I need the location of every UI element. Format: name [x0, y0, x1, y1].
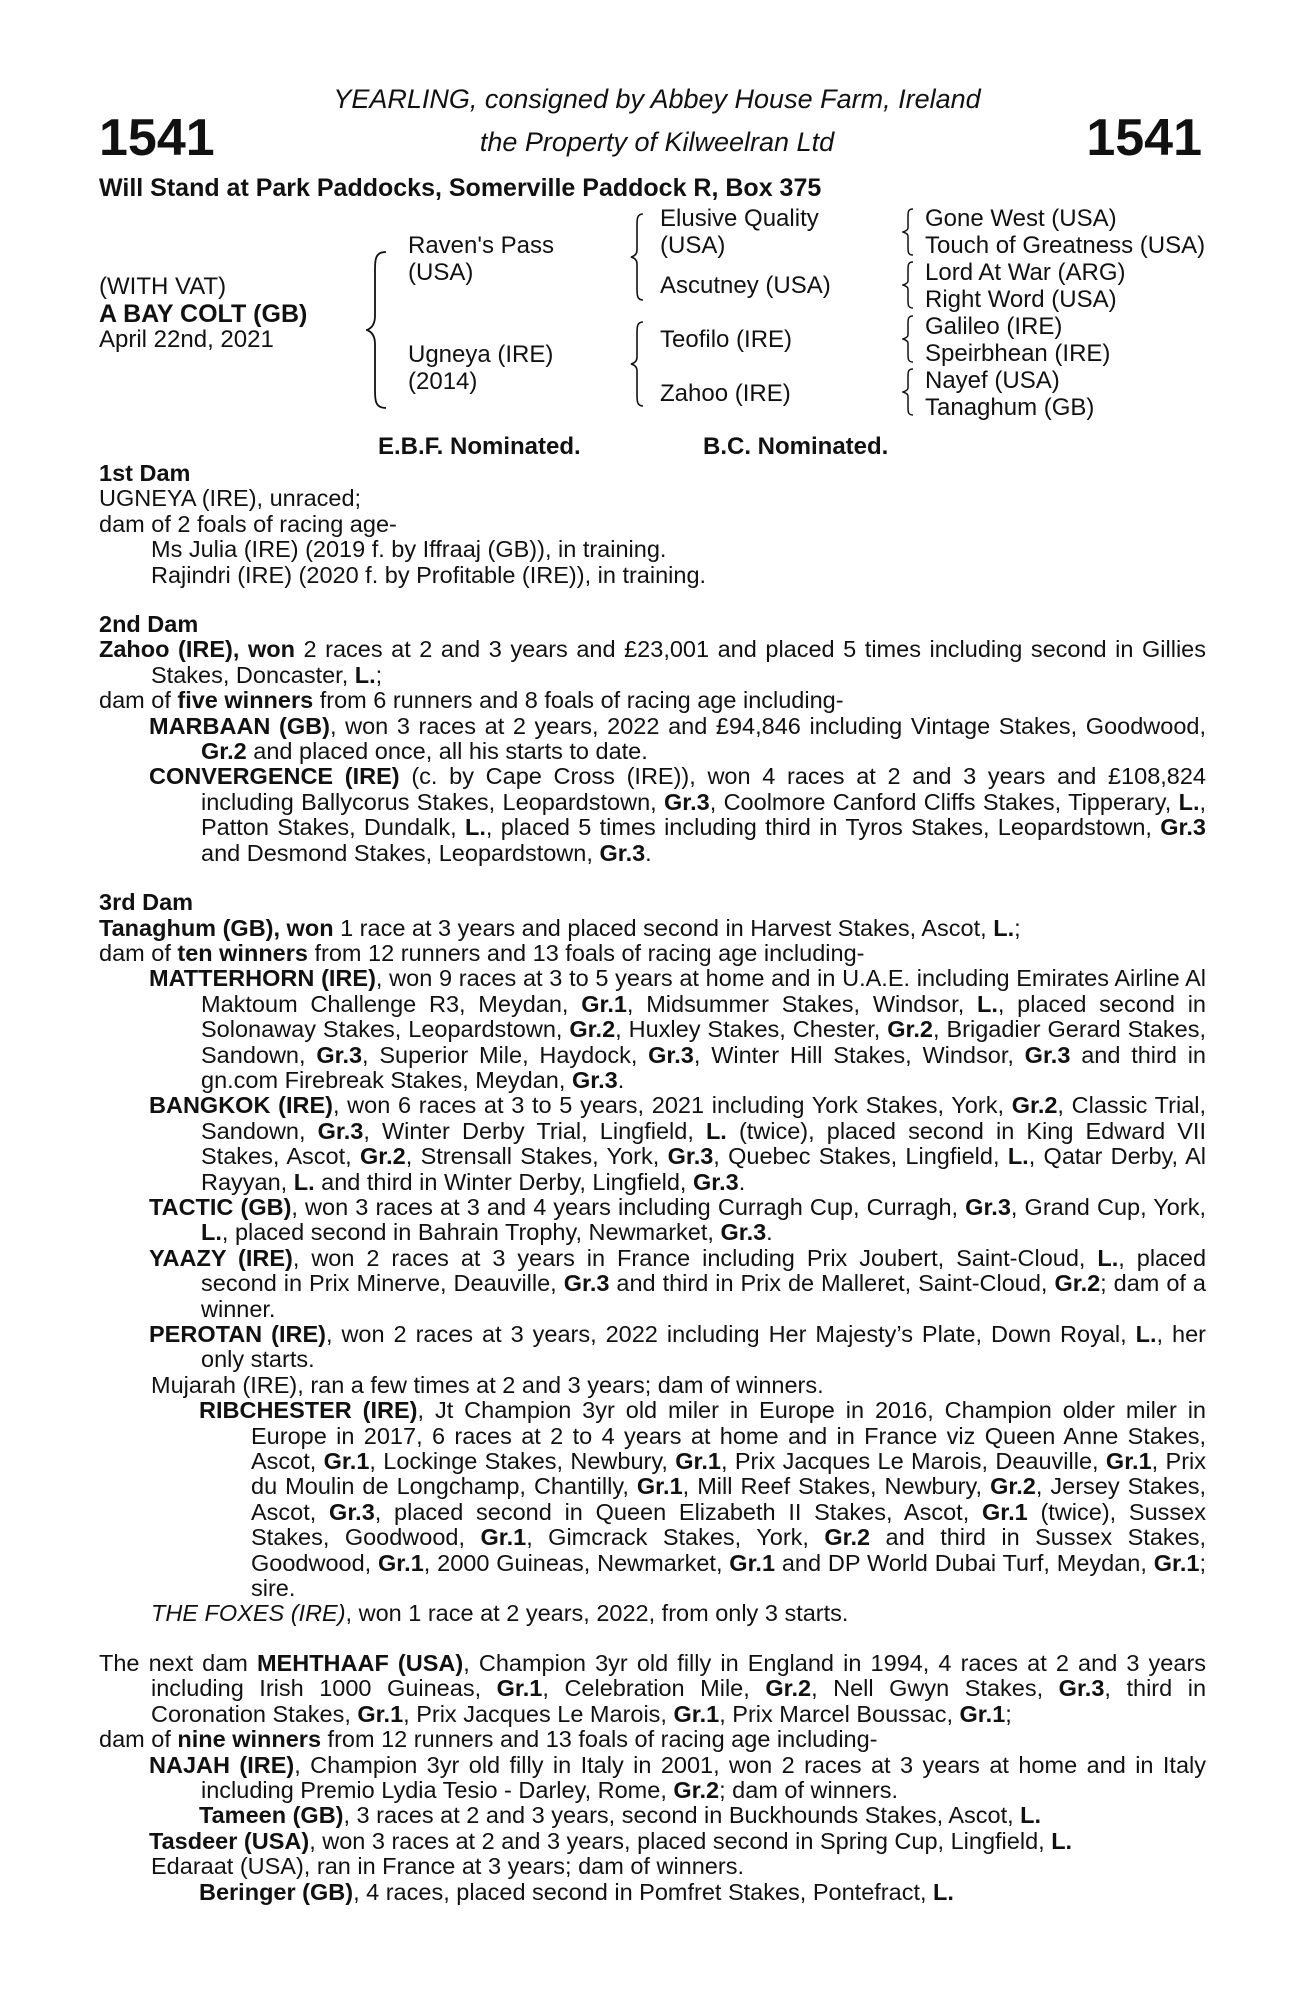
horse-name: MARBAAN (GB) — [149, 712, 330, 739]
horse-name: NAJAH (IRE) — [149, 1751, 295, 1778]
text: , 4 races, placed second in Pomfret Stakes, Pontefract, — [353, 1878, 934, 1905]
progeny-entry — [99, 1195, 1206, 1246]
catalogue-body — [99, 461, 1206, 1905]
horse-name: Tanaghum (GB) — [99, 914, 274, 941]
text: . — [645, 839, 652, 866]
text: , Winter Derby Trial, Lingfield, — [363, 1117, 706, 1144]
first-dam-heading: 1st Dam — [99, 460, 191, 486]
grand-progeny-entry — [99, 1398, 1206, 1601]
text: and third in Prix de Malleret, Saint-Cloud, — [609, 1270, 1055, 1297]
lot-number-left: 1541 — [99, 109, 215, 167]
second-dam-heading: 2nd Dam — [99, 611, 199, 638]
grade: Gr.2 — [569, 1016, 616, 1043]
horse-name: Tameen (GB) — [199, 1802, 344, 1829]
grade: Gr.1 — [729, 1549, 776, 1576]
text: , Nell Gwyn Stakes, — [811, 1675, 1059, 1702]
text: and Desmond Stakes, Leopardstown, — [201, 839, 600, 866]
text: , Superior Mile, Haydock, — [362, 1041, 649, 1068]
text: , Winter Hill Stakes, Windsor, — [693, 1041, 1025, 1068]
dam-sire-name: Teofilo (IRE) — [660, 326, 793, 353]
sire-name: Raven's Pass — [408, 232, 554, 259]
text: dam of — [99, 687, 178, 714]
text: , third in Coronation Stakes, — [151, 1675, 1207, 1727]
text: ; dam of winners. — [719, 1776, 899, 1803]
horse-name: Zahoo (IRE) — [99, 636, 233, 663]
grade: L. — [464, 814, 486, 841]
text: , won 3 races at 2 years, 2022 and £94,846 including Vintage Stakes, Goodwood, — [329, 712, 1206, 739]
grade: Gr.3 — [571, 1066, 618, 1093]
dam-of-line — [99, 941, 1206, 966]
great-grandsire-3: Galileo (IRE) — [925, 313, 1063, 340]
grade: Gr.2 — [673, 1776, 720, 1803]
grade: Gr.3 — [1058, 1675, 1105, 1702]
text: ; sire. — [251, 1549, 1206, 1602]
text: , Gimcrack Stakes, York, — [526, 1524, 825, 1551]
grade: Gr.3 — [693, 1168, 739, 1195]
text: , placed 5 times including third in Tyros Stakes, Leopardstown, — [485, 814, 1161, 841]
text: , won 3 races at 2 and 3 years, placed second in Spring Cup, Lingfield, — [309, 1827, 1052, 1854]
text: , 3 races at 2 and 3 years, second in Buckhounds Stakes, Ascot, — [343, 1802, 1021, 1829]
grade: Gr.1 — [675, 1448, 721, 1475]
sire-country: (USA) — [408, 259, 474, 286]
text: , Huxley Stakes, Chester, — [615, 1016, 888, 1043]
grade: Gr.1 — [981, 1498, 1028, 1525]
text: and third in Winter Derby, Lingfield, — [314, 1168, 693, 1195]
progeny-entry — [99, 1246, 1206, 1322]
vat-note: (WITH VAT) — [99, 273, 227, 300]
progeny-entry — [99, 1093, 1206, 1195]
winners-count: five winners — [177, 687, 314, 714]
text: , Coolmore Canford Cliffs Stakes, Tipperary, — [709, 788, 1179, 815]
pedigree-brace-g3 — [902, 314, 916, 364]
grade: L. — [993, 914, 1015, 941]
won-label: , won — [232, 636, 295, 663]
grade: Gr.1 — [1105, 1448, 1152, 1475]
text: , Champion 3yr old filly in Italy in 2001, won 2 races at 3 years at home and in Italy including Premio Lydia Tesio - Darley, Rome, — [201, 1751, 1206, 1803]
progeny-entry — [99, 1322, 1206, 1373]
text: from 12 runners and 13 foals of racing age including- — [307, 939, 865, 966]
horse-name: Tasdeer (USA) — [149, 1827, 310, 1854]
grade: Gr.2 — [1054, 1270, 1101, 1297]
stand-location: Will Stand at Park Paddocks, Somerville Paddock R, Box 375 — [99, 174, 822, 202]
progeny-entry — [99, 1753, 1206, 1804]
pedigree-brace-g1 — [902, 207, 916, 257]
text: ; — [1014, 914, 1021, 941]
sire-dam-name: Ascutney (USA) — [660, 272, 831, 299]
grade: Gr.2 — [887, 1016, 933, 1043]
third-dam-heading: 3rd Dam — [99, 889, 194, 916]
first-dam-foals: dam of 2 foals of racing age- — [99, 510, 397, 537]
text: , her only starts. — [201, 1321, 1206, 1373]
sire-sire-name: Elusive Quality — [660, 205, 819, 232]
text: , Prix Jacques Le Marois, Deauville, — [720, 1448, 1106, 1475]
text: , placed second in Bahrain Trophy, Newmarket, — [221, 1219, 721, 1246]
progeny-entry: Mujarah (IRE), ran a few times at 2 and 3 years; dam of winners. — [151, 1371, 824, 1398]
text: 1 race at 3 years and placed second in Harvest Stakes, Ascot, — [333, 914, 994, 941]
text: from 12 runners and 13 foals of racing age including- — [321, 1726, 878, 1753]
text: dam of — [99, 1726, 178, 1753]
consignment-line: YEARLING, consigned by Abbey House Farm, Ireland — [333, 84, 981, 114]
lot-number-right: 1541 — [1086, 109, 1202, 167]
grade: Gr.3 — [317, 1117, 364, 1144]
great-grandsire-1: Gone West (USA) — [925, 205, 1117, 232]
grade: Gr.3 — [667, 1143, 714, 1170]
text: , won 6 races at 3 to 5 years, 2021 including York Stakes, York, — [332, 1092, 1012, 1119]
progeny-entry: Edaraat (USA), ran in France at 3 years; dam of winners. — [151, 1853, 744, 1880]
text: (twice), Sussex Stakes, Goodwood, — [251, 1498, 1206, 1551]
grade: Gr.1 — [581, 990, 627, 1017]
pedigree-brace-sire — [630, 212, 646, 302]
grade: Gr.3 — [664, 788, 710, 815]
text: , Jt Champion 3yr old miler in Europe in 2016, Champion older miler in Europe in 2017, 6 races at 2 to 4 years at home and in France viz Queen Anne Stakes, Ascot, — [251, 1397, 1206, 1475]
text: , Prix Marcel Boussac, — [719, 1700, 960, 1727]
text: , Grand Cup, York, — [1010, 1193, 1206, 1220]
text: and third in gn.com Firebreak Stakes, Meydan, — [201, 1041, 1206, 1093]
text: , Celebration Mile, — [542, 1675, 766, 1702]
great-grandsire-4: Nayef (USA) — [925, 367, 1060, 394]
text: and placed once, all his starts to date. — [246, 738, 648, 765]
text: 2 races at 2 and 3 years and £23,001 and placed 5 times including second in Gillies Stakes, Doncaster, — [151, 636, 1206, 688]
progeny-entry — [99, 1601, 1206, 1626]
grade: Gr.3 — [563, 1270, 610, 1297]
text: . — [617, 1066, 625, 1093]
grade: Gr.2 — [1011, 1092, 1058, 1119]
text: ; dam of a winner. — [201, 1270, 1206, 1322]
text: , Brigadier Gerard Stakes, Sandown, — [201, 1016, 1206, 1068]
pedigree-brace-g4 — [902, 367, 916, 417]
grade: L. — [1051, 1827, 1073, 1854]
dam-of-line — [99, 688, 1206, 713]
grade: Gr.3 — [1160, 814, 1206, 841]
horse-name: TACTIC (GB) — [149, 1193, 292, 1220]
great-granddam-4: Tanaghum (GB) — [925, 394, 1095, 421]
dam-dam-name: Zahoo (IRE) — [660, 380, 791, 407]
ebf-nomination: E.B.F. Nominated. — [378, 433, 581, 460]
third-dam-record — [99, 916, 1206, 941]
grade: Gr.1 — [1153, 1549, 1200, 1576]
text: , Prix du Moulin de Longchamp, Chantilly, — [251, 1448, 1206, 1500]
next-dam-record — [99, 1651, 1206, 1727]
winners-count: nine winners — [177, 1726, 322, 1753]
grade: L. — [293, 1168, 315, 1195]
grade: Gr.3 — [316, 1041, 363, 1068]
text: . — [766, 1219, 773, 1246]
text: , 2000 Guineas, Newmarket, — [423, 1549, 730, 1576]
horse-name: MATTERHORN (IRE) — [149, 965, 376, 992]
text: , Prix Jacques Le Marois, — [403, 1700, 674, 1727]
grade: Gr.1 — [959, 1700, 1006, 1727]
foal-entry: Ms Julia (IRE) (2019 f. by Iffraaj (GB)), in training. — [151, 536, 667, 563]
grade: L. — [933, 1878, 954, 1905]
text: , won 1 race at 2 years, 2022, from only 3 starts. — [345, 1600, 849, 1627]
progeny-entry — [99, 966, 1206, 1093]
text: dam of — [99, 939, 178, 966]
foaling-date: April 22nd, 2021 — [99, 326, 274, 353]
text: and third in Sussex Stakes, Goodwood, — [251, 1524, 1206, 1576]
grade: L. — [354, 661, 376, 688]
bc-nomination: B.C. Nominated. — [703, 433, 889, 460]
text: , placed second in Solonaway Stakes, Leopardstown, — [201, 990, 1206, 1043]
dam-year: (2014) — [408, 368, 478, 395]
second-dam-record — [99, 637, 1206, 688]
grand-progeny-entry — [99, 1803, 1206, 1828]
grade: Gr.2 — [990, 1473, 1036, 1500]
pedigree-brace-main — [366, 250, 390, 410]
text: , won 9 races at 3 to 5 years at home and in U.A.E. including Emirates Airline Al Maktoum Challenge R3, Meydan, — [201, 965, 1206, 1017]
text: , won 2 races at 3 years in France including Prix Joubert, Saint-Cloud, — [292, 1244, 1098, 1271]
text: , placed second in Queen Elizabeth II Stakes, Ascot, — [374, 1498, 982, 1525]
text: , Champion 3yr old filly in England in 1994, 4 races at 2 and 3 years including Irish 1000 Guineas, — [151, 1649, 1207, 1702]
text: , Mill Reef Stakes, Newbury, — [682, 1473, 991, 1500]
grade: Gr.1 — [673, 1700, 720, 1727]
horse-name: PEROTAN (IRE) — [149, 1321, 326, 1347]
great-granddam-2: Right Word (USA) — [925, 286, 1117, 313]
first-dam-line: UGNEYA (IRE), unraced; — [99, 485, 362, 512]
grade: Gr.1 — [378, 1549, 424, 1576]
pedigree-brace-dam — [630, 320, 646, 408]
text: (twice), placed second in King Edward VII Stakes, Ascot, — [201, 1117, 1206, 1170]
text: , Quebec Stakes, Lingfield, — [713, 1143, 1008, 1170]
text: (c. by Cape Cross (IRE)), won 4 races at 2 and 3 years and £108,824 including Ballycorus Stakes, Leopardstown, — [201, 763, 1206, 815]
text: , won 3 races at 3 and 4 years including Curragh Cup, Curragh, — [291, 1193, 966, 1220]
text: . — [738, 1168, 746, 1195]
horse-name: YAAZY (IRE) — [149, 1244, 293, 1271]
grade: Gr.1 — [357, 1700, 404, 1727]
grade: L. — [705, 1117, 727, 1144]
text: , Midsummer Stakes, Windsor, — [626, 990, 977, 1017]
horse-name: RIBCHESTER (IRE) — [199, 1397, 418, 1424]
grade: L. — [1020, 1802, 1042, 1829]
property-line: the Property of Kilweelran Ltd — [479, 127, 835, 157]
grade: Gr.3 — [720, 1219, 767, 1246]
text: , Strensall Stakes, York, — [405, 1143, 668, 1170]
text: , Lockinge Stakes, Newbury, — [369, 1448, 676, 1475]
grade: L. — [977, 990, 998, 1017]
horse-name: THE FOXES (IRE) — [151, 1600, 346, 1627]
grand-progeny-entry — [99, 1880, 1206, 1905]
text: The next dam — [99, 1649, 257, 1676]
grade: Gr.2 — [360, 1143, 406, 1170]
text: , won 2 races at 3 years, 2022 including Her Majesty’s Plate, Down Royal, — [325, 1321, 1136, 1347]
grade: Gr.2 — [765, 1675, 812, 1702]
grade: Gr.3 — [1024, 1041, 1071, 1068]
sire-sire-country: (USA) — [660, 232, 726, 259]
text: , Jersey Stakes, Ascot, — [251, 1473, 1206, 1525]
text: and DP World Dubai Turf, Meydan, — [775, 1549, 1154, 1576]
progeny-entry — [99, 1829, 1206, 1854]
great-granddam-1: Touch of Greatness (USA) — [925, 232, 1206, 259]
text: ; — [375, 661, 383, 688]
text: ; — [1005, 1700, 1012, 1727]
grade: Gr.3 — [329, 1498, 375, 1525]
grade: Gr.1 — [496, 1675, 543, 1702]
text: , Patton Stakes, Dundalk, — [201, 788, 1207, 841]
grade: L. — [1135, 1321, 1157, 1347]
text: , placed second in Prix Minerve, Deauville, — [201, 1244, 1207, 1297]
progeny-entry — [99, 764, 1206, 866]
grade: L. — [1178, 788, 1200, 815]
text: , Classic Trial, Sandown, — [201, 1092, 1207, 1144]
grade: Gr.2 — [824, 1524, 871, 1551]
foal-entry: Rajindri (IRE) (2020 f. by Profitable (IRE)), in training. — [151, 561, 707, 588]
text: , Qatar Derby, Al Rayyan, — [201, 1143, 1206, 1195]
grade: Gr.1 — [323, 1448, 370, 1475]
grade: Gr.1 — [480, 1524, 527, 1551]
grade: L. — [201, 1219, 222, 1246]
horse-name: A BAY COLT (GB) — [99, 300, 308, 328]
grade: Gr.1 — [636, 1473, 683, 1500]
dam-of-line — [99, 1727, 1206, 1752]
progeny-entry — [99, 714, 1206, 765]
horse-name: MEHTHAAF (USA) — [256, 1649, 464, 1676]
great-grandsire-2: Lord At War (ARG) — [925, 259, 1126, 286]
horse-name: BANGKOK (IRE) — [149, 1092, 333, 1119]
dam-name: Ugneya (IRE) — [408, 341, 554, 368]
won-label: , won — [273, 914, 334, 941]
text: from 6 runners and 8 foals of racing age including- — [313, 687, 844, 714]
horse-name: CONVERGENCE (IRE) — [149, 763, 400, 790]
great-granddam-3: Speirbhean (IRE) — [925, 340, 1111, 367]
winners-count: ten winners — [177, 939, 308, 966]
grade: L. — [1007, 1143, 1029, 1170]
grade: Gr.2 — [201, 738, 247, 765]
pedigree-brace-g2 — [902, 260, 916, 310]
grade: Gr.3 — [599, 839, 646, 866]
horse-name: Beringer (GB) — [199, 1878, 354, 1905]
grade: Gr.3 — [965, 1193, 1011, 1220]
grade: Gr.3 — [648, 1041, 694, 1068]
grade: L. — [1097, 1244, 1119, 1271]
